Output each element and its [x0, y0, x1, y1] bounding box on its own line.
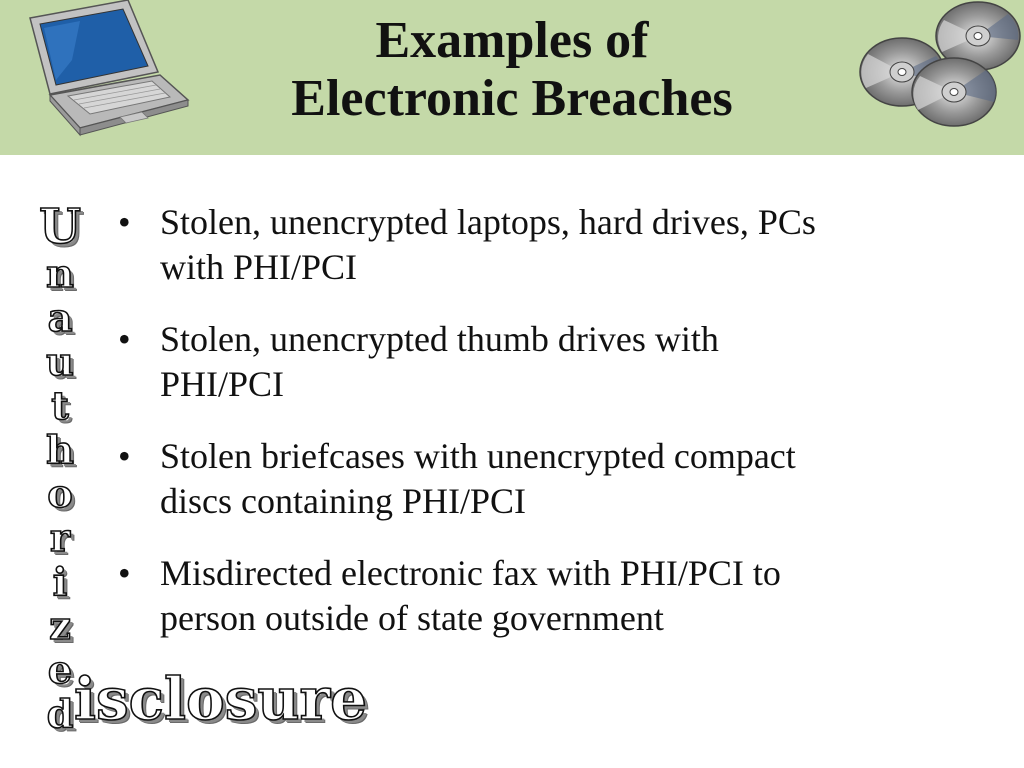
bullet-text-line: PHI/PCI [160, 364, 285, 404]
wordart-letter: t [51, 383, 69, 428]
bullet-dot: • [118, 553, 131, 593]
wordart-letter: r [49, 515, 71, 560]
bullet-dot: • [118, 319, 131, 359]
list-item [118, 317, 968, 407]
bullet-text-line: person outside of state government [160, 598, 664, 638]
wordart-disclosure: isclosure [74, 665, 368, 733]
bullet-text-line: Stolen, unencrypted laptops, hard drives, PCs [160, 202, 816, 242]
wordart-letter: e [47, 647, 73, 692]
list-item [118, 551, 968, 641]
title-line-1: Examples of [375, 12, 649, 69]
wordart-letter: z [49, 603, 71, 648]
wordart-letter: u [46, 339, 74, 384]
wordart-letter: h [46, 427, 74, 472]
wordart-unauthorized-vertical [30, 199, 90, 736]
bullet-dot: • [118, 436, 131, 476]
bullet-dot: • [118, 202, 131, 242]
bullet-text-line: Misdirected electronic fax with PHI/PCI to [160, 553, 781, 593]
bullet-text-line: Stolen, unencrypted thumb drives with [160, 319, 719, 359]
list-item [118, 434, 968, 524]
wordart-letter: U [39, 199, 81, 255]
title-line-2: Electronic Breaches [291, 70, 733, 127]
bullet-text-line: with PHI/PCI [160, 247, 358, 287]
list-item [118, 200, 968, 290]
wordart-letter: d [46, 691, 74, 736]
wordart-letter: o [47, 471, 73, 516]
header-banner [0, 0, 1024, 155]
compact-discs-icon [858, 0, 1024, 135]
bullet-list [118, 200, 968, 668]
bullet-text-line: Stolen briefcases with unencrypted compact [160, 436, 796, 476]
wordart-letter: n [46, 251, 74, 296]
bullet-text-line: discs containing PHI/PCI [160, 481, 526, 521]
wordart-letter: a [47, 295, 73, 340]
wordart-letter: i [52, 559, 68, 604]
